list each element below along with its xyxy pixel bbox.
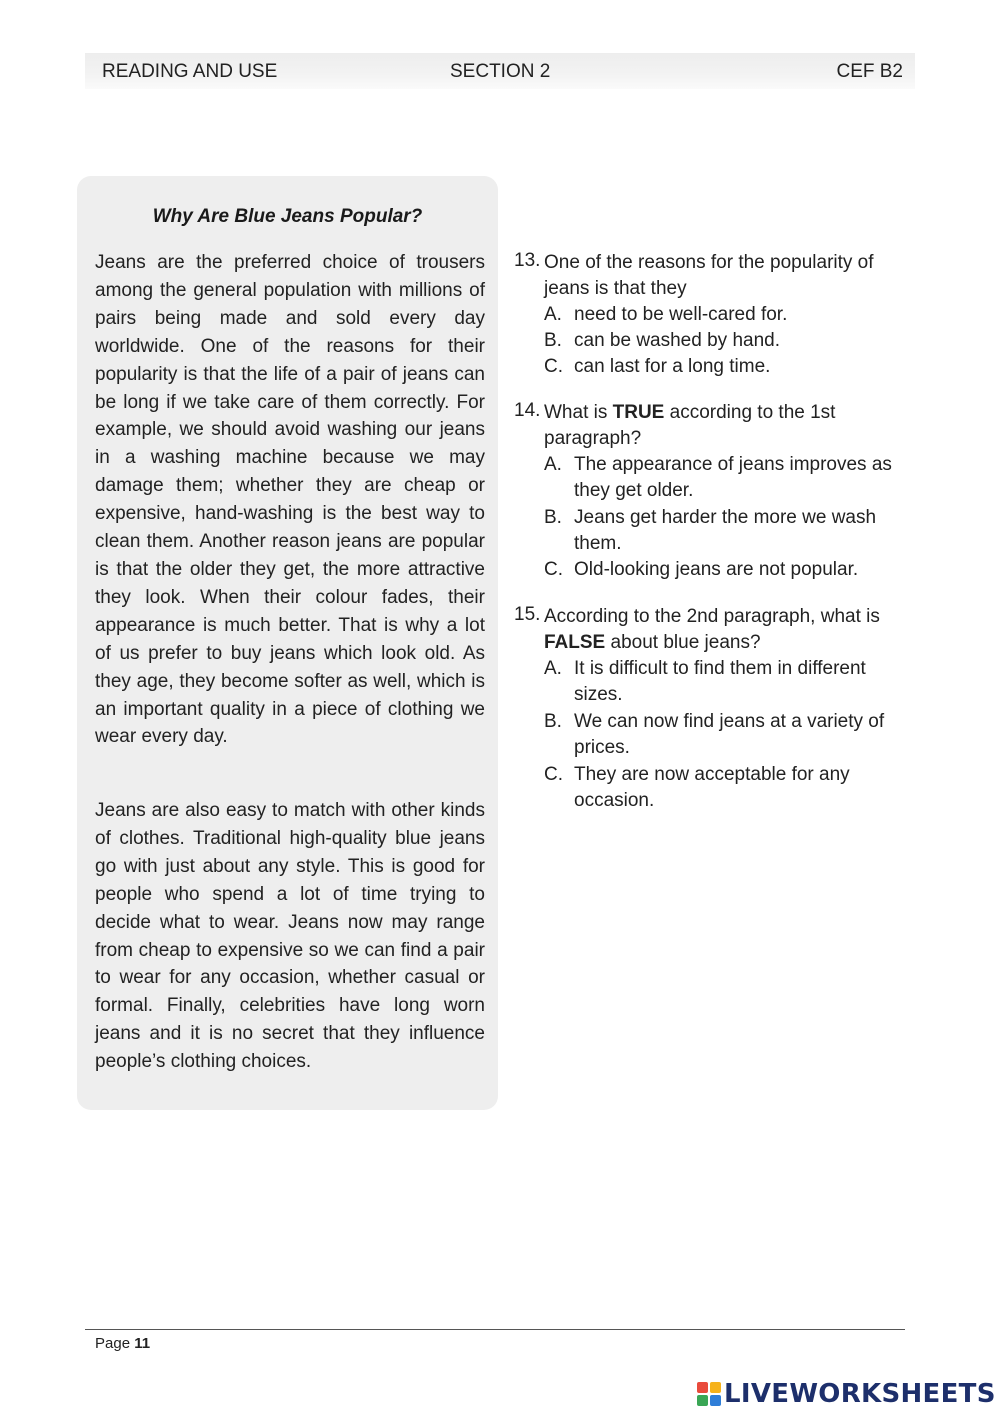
option-letter: B. <box>544 330 562 351</box>
option-letter: A. <box>544 658 562 679</box>
passage-paragraph-1: Jeans are the preferred choice of trousers among the general population with millions of pairs being made and sold every day worldwide. One of the reasons for their popularity is that the life of a pair of jeans can be long if we take care of them correctly. For example, we should avoid washing our jeans in a washing machine because we may damage them; whether they are cheap or expensive, hand-washing is the best way to clean them. Another reason jeans are popular is that the older they get, the more attractive they look. When their colour fades, their appearance is much better. That is why a lot of us prefer to buy jeans which look old. As they age, they become softer as well, which is an important quality in a piece of clothing we wear every day. <box>95 252 485 748</box>
passage-title: Why Are Blue Jeans Popular? <box>152 206 423 227</box>
logo-square <box>710 1395 721 1406</box>
option-letter: B. <box>544 711 562 732</box>
option-letter: C. <box>544 764 563 785</box>
question-keyword: TRUE <box>612 402 665 423</box>
option-letter: C. <box>544 559 563 580</box>
logo-square <box>710 1382 721 1393</box>
question-text-after: about blue jeans? <box>605 632 761 653</box>
page-number-label <box>95 1335 150 1352</box>
option-text: need to be well-cared for. <box>574 304 788 325</box>
option-text: It is difficult to find them in different sizes. <box>574 658 866 705</box>
option-text: They are now acceptable for any occasion. <box>574 764 850 811</box>
page-number: 11 <box>134 1335 151 1352</box>
question-text <box>544 604 914 656</box>
question-number: 14. <box>514 400 541 421</box>
question-text-after: according to the 1st paragraph? <box>544 402 836 449</box>
option-letter: B. <box>544 507 562 528</box>
reading-passage-box <box>77 176 498 1110</box>
option-text: can be washed by hand. <box>574 330 780 351</box>
question-text: One of the reasons for the popularity of jeans is that they <box>544 252 874 299</box>
question-number: 15. <box>514 604 541 625</box>
option-text: We can now find jeans at a variety of prices. <box>574 711 885 758</box>
option-letter: C. <box>544 356 563 377</box>
page-label-text: Page <box>95 1335 131 1352</box>
question-keyword: FALSE <box>544 632 606 653</box>
question-text-before: According to the 2nd paragraph, what is <box>544 606 880 627</box>
option-text: Jeans get harder the more we wash them. <box>574 507 877 554</box>
logo-square <box>697 1395 708 1406</box>
question-text <box>544 400 914 452</box>
option-letter: A. <box>544 304 562 325</box>
page-header <box>85 53 915 89</box>
passage-paragraph-2: Jeans are also easy to match with other kinds of clothes. Traditional high-quality blue jeans go with just about any style. This is good for people who spend a lot of time trying to decide what to wear. Jeans now may range from cheap to expensive so we can find a pair to wear for any occasion, whether casual or formal. Finally, celebrities have long worn jeans and it is no secret that they influence people’s clothing choices. <box>95 800 485 1073</box>
liveworksheets-logo-icon <box>697 1382 721 1406</box>
option-text: can last for a long time. <box>574 356 771 377</box>
header-section-text: SECTION 2 <box>450 61 551 82</box>
liveworksheets-brand[interactable] <box>697 1378 996 1410</box>
option-text: The appearance of jeans improves as they get older. <box>574 454 892 501</box>
header-left-text: READING AND USE <box>102 61 278 82</box>
brand-name: LIVEWORKSHEETS <box>724 1379 996 1409</box>
logo-square <box>697 1382 708 1393</box>
header-level-text: CEF B2 <box>836 61 903 82</box>
question-text-before: What is <box>544 402 613 423</box>
footer-divider <box>85 1329 905 1330</box>
question-number: 13. <box>514 250 541 271</box>
option-letter: A. <box>544 454 562 475</box>
option-text: Old-looking jeans are not popular. <box>574 559 859 580</box>
